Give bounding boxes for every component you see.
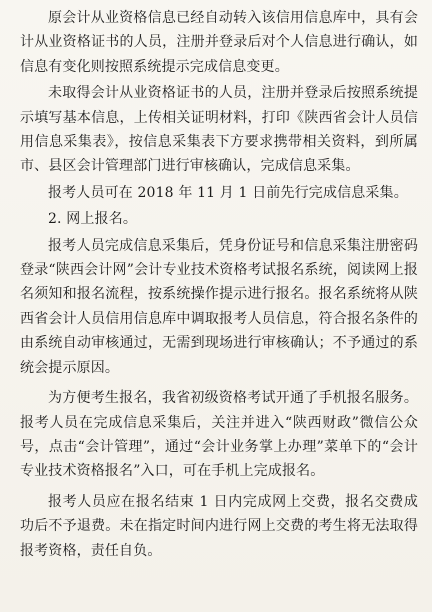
- paragraph-existing-qualification: 原会计从业资格信息已经自动转入该信用信息库中，具有会计从业资格证书的人员，注册并登录后对个人信息进行确认，如信息有变化则按照系统提示完成信息变更。: [20, 10, 418, 75]
- paragraph-mobile-registration: 为方便考生报名，我省初级资格考试开通了手机报名服务。报考人员在完成信息采集后，关注并进入“陕西财政”微信公众号，点击“会计管理”，通过“会计业务掌上办理”菜单下的“会计专业技术资格报名”入口，可在手机上完成报名。: [20, 390, 418, 480]
- paragraph-online-registration: 报考人员完成信息采集后，凭身份证号和信息采集注册密码登录“陕西会计网”会计专业技术资格考试报名系统，阅读网上报名须知和报名流程，按系统操作提示进行报名。报名系统将从陕西省会计人员信用信息库中调取报考人员信息，符合报名条件的由系统自动审核通过，无需到现场进行审核确认；不予通过的系统会提示原因。: [20, 237, 418, 376]
- paragraph-payment: 报考人员应在报名结束 1 日内完成网上交费，报名交费成功后不予退费。未在指定时间内进行网上交费的考生将无法取得报考资格，责任自负。: [20, 493, 418, 559]
- paragraph-new-registration: 未取得会计从业资格证书的人员，注册并登录后按照系统提示填写基本信息，上传相关证明材料，打印《陕西省会计人员信用信息采集表》，按信息采集表下方要求携带相关资料，到所属市、县区会计管理部门进行审核确认，完成信息采集。: [20, 85, 418, 175]
- section-heading-online-registration: 2. 网上报名。: [48, 211, 138, 228]
- paragraph-deadline: 报考人员可在 2018 年 11 月 1 日前先行完成信息采集。: [48, 184, 408, 201]
